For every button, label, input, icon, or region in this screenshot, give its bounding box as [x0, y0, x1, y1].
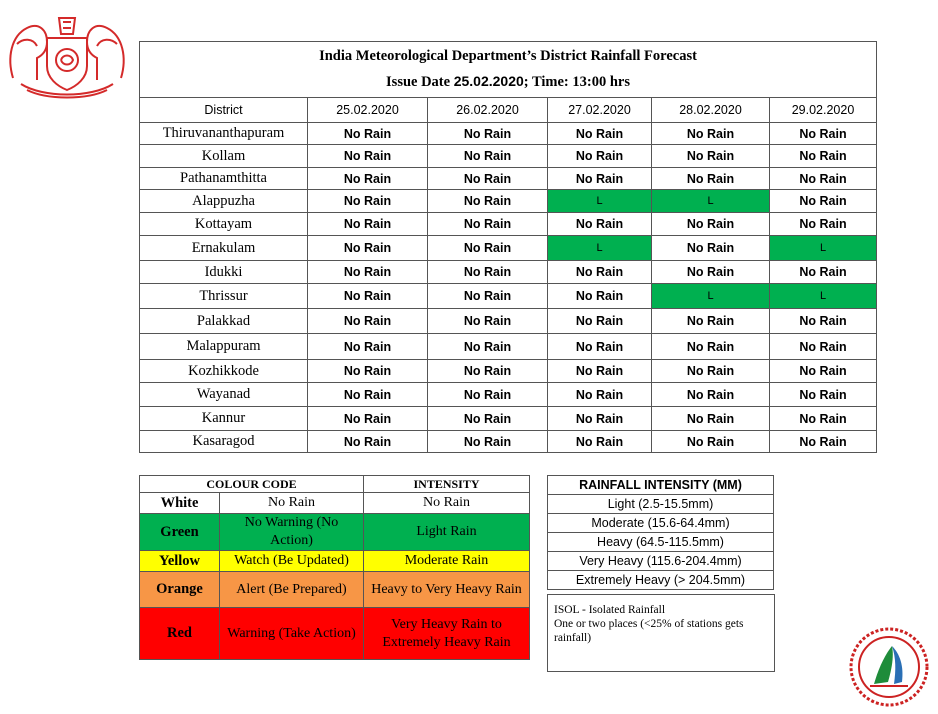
forecast-cell: No Rain [548, 360, 652, 383]
district-name: Kottayam [140, 213, 308, 236]
light-rain-cell: L [652, 190, 770, 213]
forecast-cell: No Rain [770, 213, 877, 236]
table-row [140, 334, 877, 360]
forecast-cell: No Rain [428, 431, 548, 453]
isol-note-line: ISOL - Isolated Rainfall [554, 604, 666, 616]
district-name: Ernakulam [140, 236, 308, 261]
district-name: Alappuzha [140, 190, 308, 213]
forecast-cell: No Rain [428, 360, 548, 383]
forecast-cell: No Rain [548, 383, 652, 407]
kerala-emblem-logo [3, 8, 131, 100]
colour-intensity: No Rain [364, 493, 530, 514]
forecast-cell: No Rain [428, 407, 548, 431]
forecast-cell: No Rain [652, 334, 770, 360]
forecast-cell: No Rain [428, 145, 548, 168]
intensity-item: Very Heavy (115.6-204.4mm) [548, 552, 774, 571]
table-row [140, 190, 877, 213]
forecast-cell: No Rain [652, 309, 770, 334]
forecast-cell: No Rain [308, 383, 428, 407]
forecast-cell: No Rain [770, 360, 877, 383]
forecast-cell: No Rain [308, 309, 428, 334]
colour-code-header: COLOUR CODE [140, 476, 364, 493]
issue-date: 25.02.2020 [453, 73, 524, 89]
forecast-cell: No Rain [652, 407, 770, 431]
forecast-cell: No Rain [548, 213, 652, 236]
forecast-cell: No Rain [652, 213, 770, 236]
colour-code-row [140, 572, 530, 608]
table-row [140, 123, 877, 145]
forecast-cell: No Rain [428, 261, 548, 284]
table-row [140, 213, 877, 236]
forecast-cell: No Rain [428, 284, 548, 309]
light-rain-cell: L [652, 284, 770, 309]
district-name: Kasaragod [140, 431, 308, 453]
forecast-title: India Meteorological Department’s District Rainfall Forecast [319, 48, 697, 64]
colour-code-table [139, 475, 530, 660]
intensity-item: Moderate (15.6-64.4mm) [548, 514, 774, 533]
forecast-cell: No Rain [308, 145, 428, 168]
forecast-cell: No Rain [428, 334, 548, 360]
colour-name: Green [140, 514, 220, 551]
forecast-cell: No Rain [428, 309, 548, 334]
forecast-cell: No Rain [652, 360, 770, 383]
date-column-header: 28.02.2020 [652, 98, 770, 123]
forecast-cell: No Rain [652, 431, 770, 453]
colour-name: Orange [140, 572, 220, 608]
forecast-cell: No Rain [308, 284, 428, 309]
forecast-cell: No Rain [548, 334, 652, 360]
intensity-item: Extremely Heavy (> 204.5mm) [548, 571, 774, 590]
colour-action: Warning (Take Action) [220, 608, 364, 660]
district-name: Kozhikkode [140, 360, 308, 383]
colour-code-row [140, 608, 530, 660]
table-row [140, 431, 877, 453]
isol-note-line: One or two places (<25% of stations gets rainfall) [554, 618, 744, 644]
forecast-cell: No Rain [308, 213, 428, 236]
intensity-item: Heavy (64.5-115.5mm) [548, 533, 774, 552]
date-column-header: 25.02.2020 [308, 98, 428, 123]
colour-intensity: Heavy to Very Heavy Rain [364, 572, 530, 608]
forecast-cell: No Rain [428, 123, 548, 145]
table-row [140, 309, 877, 334]
date-column-header: 26.02.2020 [428, 98, 548, 123]
district-name: Kollam [140, 145, 308, 168]
table-row [140, 145, 877, 168]
rainfall-intensity-table [547, 475, 774, 590]
forecast-cell: No Rain [770, 261, 877, 284]
colour-intensity: Light Rain [364, 514, 530, 551]
forecast-cell: No Rain [770, 334, 877, 360]
district-name: Kannur [140, 407, 308, 431]
forecast-cell: No Rain [308, 360, 428, 383]
forecast-cell: No Rain [308, 236, 428, 261]
district-name: Wayanad [140, 383, 308, 407]
forecast-cell: No Rain [770, 407, 877, 431]
table-row [140, 407, 877, 431]
date-column-header: 29.02.2020 [770, 98, 877, 123]
issue-line [140, 69, 876, 95]
forecast-cell: No Rain [308, 407, 428, 431]
colour-code-row [140, 514, 530, 551]
colour-code-row [140, 551, 530, 572]
forecast-cell: No Rain [770, 123, 877, 145]
forecast-cell: No Rain [428, 190, 548, 213]
forecast-cell: No Rain [548, 431, 652, 453]
district-name: Palakkad [140, 309, 308, 334]
forecast-cell: No Rain [548, 261, 652, 284]
colour-name: Yellow [140, 551, 220, 572]
district-name: Malappuram [140, 334, 308, 360]
forecast-cell: No Rain [308, 190, 428, 213]
forecast-cell: No Rain [770, 431, 877, 453]
district-name: Idukki [140, 261, 308, 284]
forecast-cell: No Rain [308, 261, 428, 284]
forecast-cell: No Rain [652, 145, 770, 168]
district-name: Pathanamthitta [140, 168, 308, 190]
table-row [140, 168, 877, 190]
kerala-disaster-management-logo [848, 626, 930, 708]
forecast-cell: No Rain [652, 261, 770, 284]
light-rain-cell: L [770, 236, 877, 261]
issue-date-label: Issue Date [386, 74, 451, 90]
forecast-cell: No Rain [770, 309, 877, 334]
table-row [140, 360, 877, 383]
colour-name: Red [140, 608, 220, 660]
table-row [140, 383, 877, 407]
colour-code-row [140, 493, 530, 514]
district-column-header: District [140, 98, 308, 123]
forecast-cell: No Rain [428, 213, 548, 236]
forecast-cell: No Rain [308, 431, 428, 453]
colour-action: No Rain [220, 493, 364, 514]
forecast-cell: No Rain [428, 168, 548, 190]
forecast-cell: No Rain [308, 168, 428, 190]
light-rain-cell: L [770, 284, 877, 309]
colour-action: Alert (Be Prepared) [220, 572, 364, 608]
forecast-cell: No Rain [652, 383, 770, 407]
district-name: Thrissur [140, 284, 308, 309]
forecast-cell: No Rain [428, 236, 548, 261]
colour-name: White [140, 493, 220, 514]
forecast-cell: No Rain [548, 123, 652, 145]
intensity-header: INTENSITY [364, 476, 530, 493]
light-rain-cell: L [548, 236, 652, 261]
forecast-cell: No Rain [548, 168, 652, 190]
table-row [140, 261, 877, 284]
forecast-cell: No Rain [770, 383, 877, 407]
forecast-cell: No Rain [548, 309, 652, 334]
date-column-header: 27.02.2020 [548, 98, 652, 123]
table-header-row [140, 98, 877, 123]
forecast-cell: No Rain [652, 168, 770, 190]
table-row [140, 236, 877, 261]
colour-intensity: Very Heavy Rain to Extremely Heavy Rain [364, 608, 530, 660]
forecast-cell: No Rain [652, 236, 770, 261]
forecast-cell: No Rain [308, 334, 428, 360]
colour-action: Watch (Be Updated) [220, 551, 364, 572]
rainfall-intensity-title: RAINFALL INTENSITY (MM) [548, 476, 774, 495]
forecast-cell: No Rain [548, 145, 652, 168]
table-row [140, 284, 877, 309]
light-rain-cell: L [548, 190, 652, 213]
forecast-cell: No Rain [652, 123, 770, 145]
district-forecast-table [139, 41, 877, 453]
forecast-cell: No Rain [770, 145, 877, 168]
colour-intensity: Moderate Rain [364, 551, 530, 572]
forecast-cell: No Rain [428, 383, 548, 407]
issue-time: ; Time: 13:00 hrs [523, 74, 630, 90]
intensity-item: Light (2.5-15.5mm) [548, 495, 774, 514]
forecast-cell: No Rain [548, 284, 652, 309]
forecast-cell: No Rain [548, 407, 652, 431]
forecast-cell: No Rain [308, 123, 428, 145]
colour-action: No Warning (No Action) [220, 514, 364, 551]
isol-note-box [547, 594, 775, 672]
forecast-cell: No Rain [770, 168, 877, 190]
forecast-cell: No Rain [770, 190, 877, 213]
district-name: Thiruvananthapuram [140, 123, 308, 145]
forecast-title-cell [140, 42, 877, 98]
